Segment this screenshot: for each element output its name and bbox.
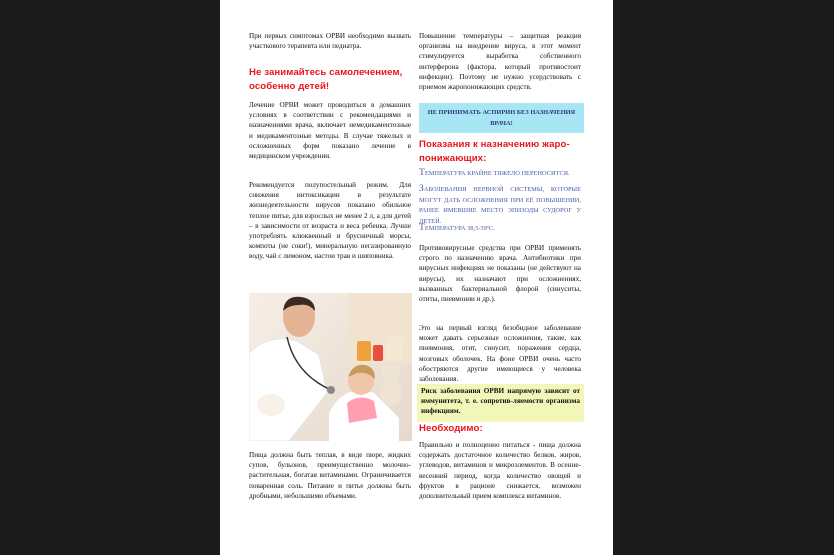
right-paragraph-1: Повышение температуры – защитная реакция организма на внедрение вируса, в этот момент стимулируется выработка собственного интерферона (фактора, который противостоит инфекции). Поэтому не нужно усердствовать с приемом жаропонижающих средств. [419, 32, 581, 92]
right-heading-indications: Показания к назначению жаро-понижающих: [419, 139, 570, 164]
right-paragraph-2: Противовирусные средства при ОРВИ применять строго по назначению врача. Антибиотики при вирусных инфекциях не показаны (не действуют на вирусы), их назначают при осложнениях, вызванных бактериальной флорой (синуситы, отиты, пневмонии и др.). [419, 244, 581, 304]
risk-highlight-box: Риск заболевания ОРВИ напрямую зависит от иммунитета, т. е. сопротив-ляемости организма инфекциям. [417, 384, 584, 422]
doctor-examining-child-icon [249, 293, 412, 441]
aspirin-warning-box: НЕ ПРИНИМАТЬ АСПИРИН БЕЗ НАЗНАЧЕНИЯ ВРАЧА! [419, 103, 584, 133]
indication-item-1: ТЕМПЕРАТУРА КРАЙНЕ ТЯЖЕЛО ПЕРЕНОСИТСЯ. [419, 168, 570, 178]
left-paragraph-3: Рекомендуется полупостельный режим. Для снижения интоксикации в результате жизнедеятельности вирусов показано обильное теплое питье, для взрослых не менее 2 л, а для детей – в зависимости от возраста и веса ребенка. Лучше употреблять клюквенный и брусничный морсы, компоты (не соки!), минеральную негазированную воду, чай с лимоном, настои трав и шиповника. [249, 181, 411, 261]
left-paragraph-2: Лечение ОРВИ может проводиться в домашних условиях в соответствии с рекомендациями и назначениями врача, включает немедикаментозные и медикаментозные методы. В случае тяжелых и осложненных форм показано лечение в медицинском учреждении. [249, 101, 411, 161]
indication-item-3: ТЕМПЕРАТУРА 38,5-39ºС. [419, 223, 495, 233]
indication-item-2: ЗАБОЛЕВАНИЯ НЕРВНОЙ СИСТЕМЫ, КОТОРЫЕ МОГУТ ДАТЬ ОСЛОЖНЕНИЯ ПРИ ЕЁ ПОВЫШЕНИИ, РАНЕЕ ИМЕВШИЕ МЕСТО ЭПИЗОДЫ СУДОРОГ У ДЕТЕЙ. [419, 184, 581, 225]
right-heading-necessary: Необходимо: [419, 423, 483, 434]
document-page [220, 0, 613, 555]
right-paragraph-3: Это на первый взгляд безобидное заболевание может давать серьезные осложнения, такие, как пневмония, отит, синусит, поражения сердца, мозговых оболочек. На фоне ОРВИ очень часто обостряются другие имеющиеся у человека заболевания. [419, 324, 581, 384]
left-paragraph-1: При первых симптомах ОРВИ необходимо вызвать участкового терапевта или педиатра. [249, 32, 411, 51]
left-paragraph-4: Пища должна быть теплая, в виде пюре, жидких супов, бульонов, преимущественно молочно-растительная, богатая витаминами. Ограничивается поваренная соль. Питание и питье должны быть дробными, небольшими объемами. [249, 451, 411, 500]
doctor-child-photo [249, 293, 412, 441]
left-heading-self-treatment: Не занимайтесь самолечением, особенно детей! [249, 67, 403, 92]
right-paragraph-4: Правильно и полноценно питаться - пища должна содержать достаточное количество белков, жиров, углеводов, витаминов и микроэлементов. В осенне-весенний период, когда количество овощей и фруктов в рационе снижается, возможен дополнительный прием комплекса витаминов. [419, 441, 581, 501]
